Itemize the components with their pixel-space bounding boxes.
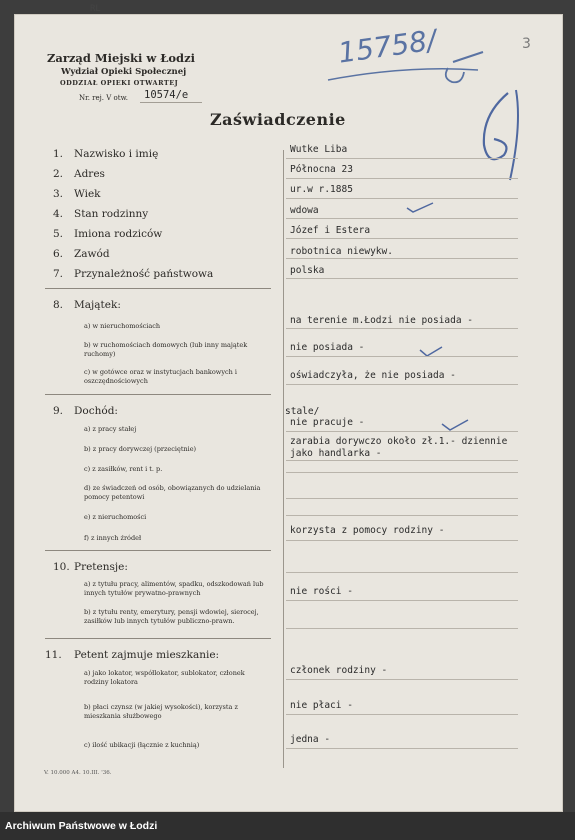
section-number: 9. [53,405,64,417]
housing-value-a: członek rodziny - [290,665,388,676]
document-title: Zaświadczenie [210,110,346,129]
field-number: 7. [53,268,64,280]
field-number: 1. [53,148,64,160]
section-number: 11. [45,649,62,661]
assets-item-a: a) w nieruchomościach [84,322,161,330]
claims-item-b: b) z tytułu renty, emerytury, pensji wdowiej, sierocej, zasiłków lub innych tytułów publiczno-prawn. [84,608,259,625]
income-value-b: zarabia dorywczo około zł.1.- dziennie [290,436,508,447]
income-value-b-cont: jako handlarka - [290,448,382,459]
field-label-address: Adres [74,168,105,180]
archive-label: Archiwum Państwowe w Łodzi [0,812,575,840]
assets-value-a: na terenie m.Łodzi nie posiada - [290,315,474,326]
housing-item-c: c) ilość ubikacji (łącznie z kuchnią) [84,741,200,749]
assets-value-b: nie posiada - [290,342,365,353]
field-value-address: Północna 23 [290,164,353,175]
column-divider [283,150,284,768]
handwritten-six-icon [470,85,530,185]
claims-value-a: nie rości - [290,586,353,597]
income-item-a: a) z pracy stałej [84,425,137,433]
handwritten-number: 15758/ [336,23,439,70]
section-number: 8. [53,299,64,311]
field-number: 2. [53,168,64,180]
income-item-d: d) ze świadczeń od osób, obowiązanych do udzielania pomocy petentowi [84,484,261,501]
field-value-age: ur.w r.1885 [290,184,353,195]
income-item-c: c) z zasiłków, rent i t. p. [84,465,163,473]
section-label-housing: Petent zajmuje mieszkanie: [74,649,220,661]
corner-digit: 3 [522,36,531,52]
corner-mark: RL [90,4,101,14]
field-label-citizenship: Przynależność państwowa [74,268,214,280]
income-value-f: korzysta z pomocy rodziny - [290,525,445,536]
section-label-assets: Majątek: [74,299,121,311]
checkmark-icon [440,418,470,432]
income-item-f: f) z innych źródeł [84,534,142,542]
section-label-claims: Pretensje: [74,561,128,573]
housing-value-c: jedna - [290,734,331,745]
income-item-e: e) z nieruchomości [84,513,147,521]
section-number: 10. [53,561,70,573]
field-value-name: Wutke Liba [290,144,348,155]
income-stale-mark: stale/ [285,406,320,417]
field-label-parents: Imiona rodziców [74,228,163,240]
field-label-age: Wiek [74,188,101,200]
field-label-marital: Stan rodzinny [74,208,149,220]
claims-item-a: a) z tytułu pracy, alimentów, spadku, odszkodowań lub innych tytułów prywatno-prawnych [84,580,264,597]
registry-number: 10574/e [144,89,189,101]
field-number: 6. [53,248,64,260]
assets-value-c: oświadczyła, że nie posiada - [290,370,456,381]
housing-item-b: b) płaci czynsz (w jakiej wysokości), korzysta z mieszkania służbowego [84,703,238,720]
header-department: Wydział Opieki Społecznej [61,67,187,77]
assets-item-c: c) w gotówce oraz w instytucjach bankowych i oszczędnościowych [84,368,237,385]
checkmark-icon [405,200,435,214]
section-label-income: Dochód: [74,405,118,417]
housing-item-a: a) jako lokator, współlokator, sublokator, członek rodziny lokatora [84,669,245,686]
handwritten-strokes-icon [318,40,493,100]
field-value-occupation: robotnica niewykw. [290,246,393,257]
print-footer: V. 10.000 A4. 10.III. '36. [44,770,112,776]
income-item-b: b) z pracy dorywczej (przeciętnie) [84,445,197,453]
registry-label: Nr. rej. V otw. [79,94,128,102]
field-label-name: Nazwisko i imię [74,148,159,160]
field-number: 4. [53,208,64,220]
field-number: 3. [53,188,64,200]
field-label-occupation: Zawód [74,248,110,260]
header-division: ODDZIAŁ OPIEKI OTWARTEJ [60,79,179,87]
income-value-a: nie pracuje - [290,417,365,428]
header-office: Zarząd Miejski w Łodzi [47,51,196,65]
housing-value-b: nie płaci - [290,700,353,711]
field-value-citizenship: polska [290,265,325,276]
field-value-marital: wdowa [290,205,319,216]
assets-item-b: b) w ruchomościach domowych (lub inny majątek ruchomy) [84,341,248,358]
field-value-parents: Józef i Estera [290,225,371,236]
field-number: 5. [53,228,64,240]
